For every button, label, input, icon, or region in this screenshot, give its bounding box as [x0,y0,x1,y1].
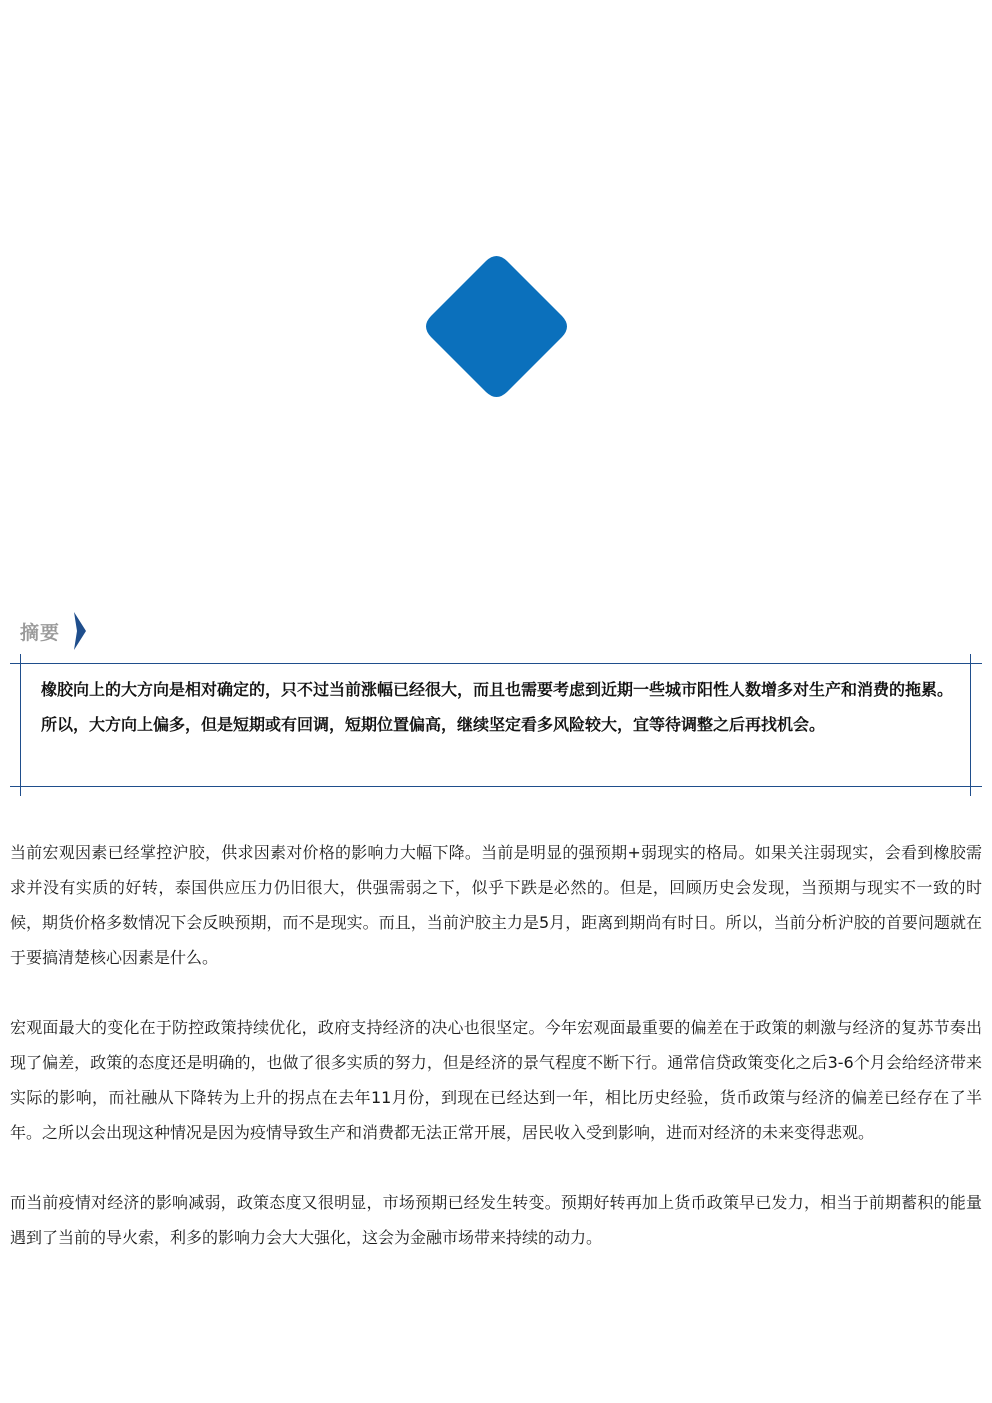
summary-right-border [970,654,971,796]
paragraph: 宏观面最大的变化在于防控政策持续优化，政府支持经济的决心也很坚定。今年宏观面最重要的偏差在于政策的刺激与经济的复苏节奏出现了偏差，政策的态度还是明确的，也做了很多实质的努力，但是经济的景气程度不断下行。通常信贷政策变化之后3-6个月会给经济带来实际的影响，而社融从下降转为上升的拐点在去年11月份，到现在已经达到一年，相比历史经验，货币政策与经济的偏差已经存在了半年。之所以会出现这种情况是因为疫情导致生产和消费都无法正常开展，居民收入受到影响，进而对经济的未来变得悲观。 [10,1018,982,1142]
summary-top-border [10,663,982,664]
paragraph: 而当前疫情对经济的影响减弱，政策态度又很明显，市场预期已经发生转变。预期好转再加上货币政策早已发力，相当于前期蓄积的能量遇到了当前的导火索，利多的影响力会大大强化，这会为金融市场带来持续的动力。 [10,1193,982,1247]
body-text [10,835,982,1290]
summary-box [10,654,982,796]
chevron-right-icon [74,612,86,650]
summary-bottom-border [10,786,982,787]
diamond-shape [426,256,567,397]
abstract-title: 摘要 [20,621,61,644]
abstract-header [20,612,86,650]
summary-text: 橡胶向上的大方向是相对确定的，只不过当前涨幅已经很大，而且也需要考虑到近期一些城市阳性人数增多对生产和消费的拖累。所以，大方向上偏多，但是短期或有回调，短期位置偏高，继续坚定看多风险较大，宜等待调整之后再找机会。 [41,680,954,734]
paragraph: 当前宏观因素已经掌控沪胶，供求因素对价格的影响力大幅下降。当前是明显的强预期+弱现实的格局。如果关注弱现实，会看到橡胶需求并没有实质的好转，泰国供应压力仍旧很大，供强需弱之下，似乎下跌是必然的。但是，回顾历史会发现，当预期与现实不一致的时候，期货价格多数情况下会反映预期，而不是现实。而且，当前沪胶主力是5月，距离到期尚有时日。所以，当前分析沪胶的首要问题就在于要搞清楚核心因素是什么。 [10,843,982,967]
logo-diamond-icon [425,255,568,398]
summary-left-border [20,654,21,796]
